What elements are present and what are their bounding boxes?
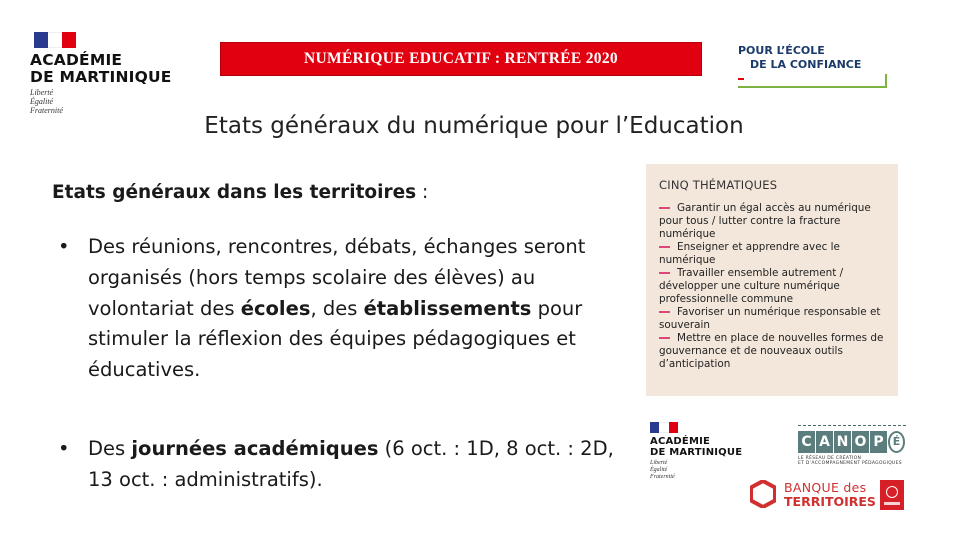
canope-logo [798, 425, 906, 466]
marianne-flag-icon [34, 32, 76, 48]
theme-item [659, 306, 888, 332]
caisse-depots-logo-icon [880, 480, 904, 510]
bullet-list [58, 232, 618, 496]
slide-title: Etats généraux du numérique pour l’Education [204, 113, 744, 139]
academie-logo-small [650, 422, 760, 481]
motto-small-fraternite: Fraternité [650, 474, 675, 480]
canope-letter: C [798, 431, 815, 453]
bullet-item-meetings [58, 232, 618, 386]
theme-item-text: Mettre en place de nouvelles formes de gouvernance et de nouveaux outils d’anticipation [659, 332, 884, 370]
theme-item-text: Enseigner et apprendre avec le numérique [659, 241, 840, 266]
academie-name-line2: DE MARTINIQUE [30, 68, 172, 86]
canope-subtitle-1: LE RÉSEAU DE CRÉATION [798, 456, 862, 461]
motto-liberte: Liberté [30, 88, 54, 97]
theme-dash-icon [659, 272, 670, 274]
canope-topline-shape [798, 425, 906, 429]
subtitle-colon: : [416, 182, 429, 203]
theme-dash-icon [659, 207, 670, 209]
canope-letter: N [834, 431, 851, 453]
bullet2-text-2: (6 oct. : 1D, 8 oct. : 2D, 13 oct. : administratifs). [88, 436, 614, 491]
marianne-flag-icon [650, 422, 678, 433]
theme-item [659, 202, 888, 241]
banner-text: NUMÉRIQUE EDUCATIF : RENTRÉE 2020 [304, 50, 618, 67]
banque-territoires-logo [750, 478, 880, 512]
bullet1-text-3: pour stimuler la réflexion des équipes pédagogiques et éducatives. [88, 296, 583, 382]
bullet1-bold-ecoles: écoles [240, 296, 311, 320]
themes-panel [646, 164, 898, 396]
canope-letter: A [816, 431, 833, 453]
academie-name-line1: ACADÉMIE [30, 51, 123, 69]
theme-dash-icon [659, 311, 670, 313]
motto-small-liberte: Liberté [650, 460, 668, 466]
themes-heading: CINQ THÉMATIQUES [659, 178, 778, 192]
motto-fraternite: Fraternité [30, 106, 63, 115]
banque-line1: BANQUE des [784, 480, 867, 495]
bullet-item-journees [58, 434, 618, 496]
canope-subtitle-2: ET D’ACCOMPAGNEMENT PÉDAGOGIQUES [798, 461, 902, 466]
canope-letter: O [852, 431, 869, 453]
logo-red-tick-shape [738, 78, 744, 80]
section-subtitle [52, 182, 428, 203]
theme-item [659, 267, 888, 306]
academie-small-name-line1: ACADÉMIE [650, 436, 711, 447]
theme-item-text: Favoriser un numérique responsable et souverain [659, 306, 881, 331]
theme-item [659, 241, 888, 267]
ecole-confiance-logo [738, 44, 898, 90]
ecole-confiance-line1: POUR L’ÉCOLE [738, 44, 825, 57]
ecole-confiance-line2: DE LA CONFIANCE [750, 58, 862, 71]
academie-logo [30, 32, 180, 115]
bullet1-text-2: , des [310, 296, 364, 320]
theme-item [659, 332, 888, 371]
hexagon-icon [750, 480, 776, 508]
subtitle-bold: Etats généraux dans les territoires [52, 182, 417, 203]
canope-letter: P [870, 431, 887, 453]
bullet1-text-1: Des réunions, rencontres, débats, échanges seront organisés (hors temps scolaire des élèves) au volontariat des [88, 235, 586, 320]
motto-small-egalite: Égalité [650, 467, 668, 473]
canope-wordmark [798, 431, 906, 453]
bullet-dot-icon: • [58, 436, 70, 460]
bullet2-text-1: Des [88, 436, 132, 460]
academie-small-name-line2: DE MARTINIQUE [650, 447, 743, 458]
theme-item-text: Travailler ensemble autrement / développer une culture numérique professionnelle commune [659, 267, 844, 305]
banque-line2: TERRITOIRES [784, 494, 876, 509]
theme-dash-icon [659, 337, 670, 339]
bullet1-bold-etablissements: établissements [363, 296, 532, 320]
theme-dash-icon [659, 246, 670, 248]
bullet-dot-icon: • [58, 235, 70, 258]
bullet2-bold-journees: journées académiques [131, 436, 379, 460]
canope-letter: É [888, 431, 905, 453]
header-banner [220, 42, 702, 76]
theme-item-text: Garantir un égal accès au numérique pour tous / lutter contre la fracture numérique [659, 202, 871, 240]
logo-underline-shape [738, 74, 887, 88]
motto-egalite: Égalité [30, 97, 54, 106]
